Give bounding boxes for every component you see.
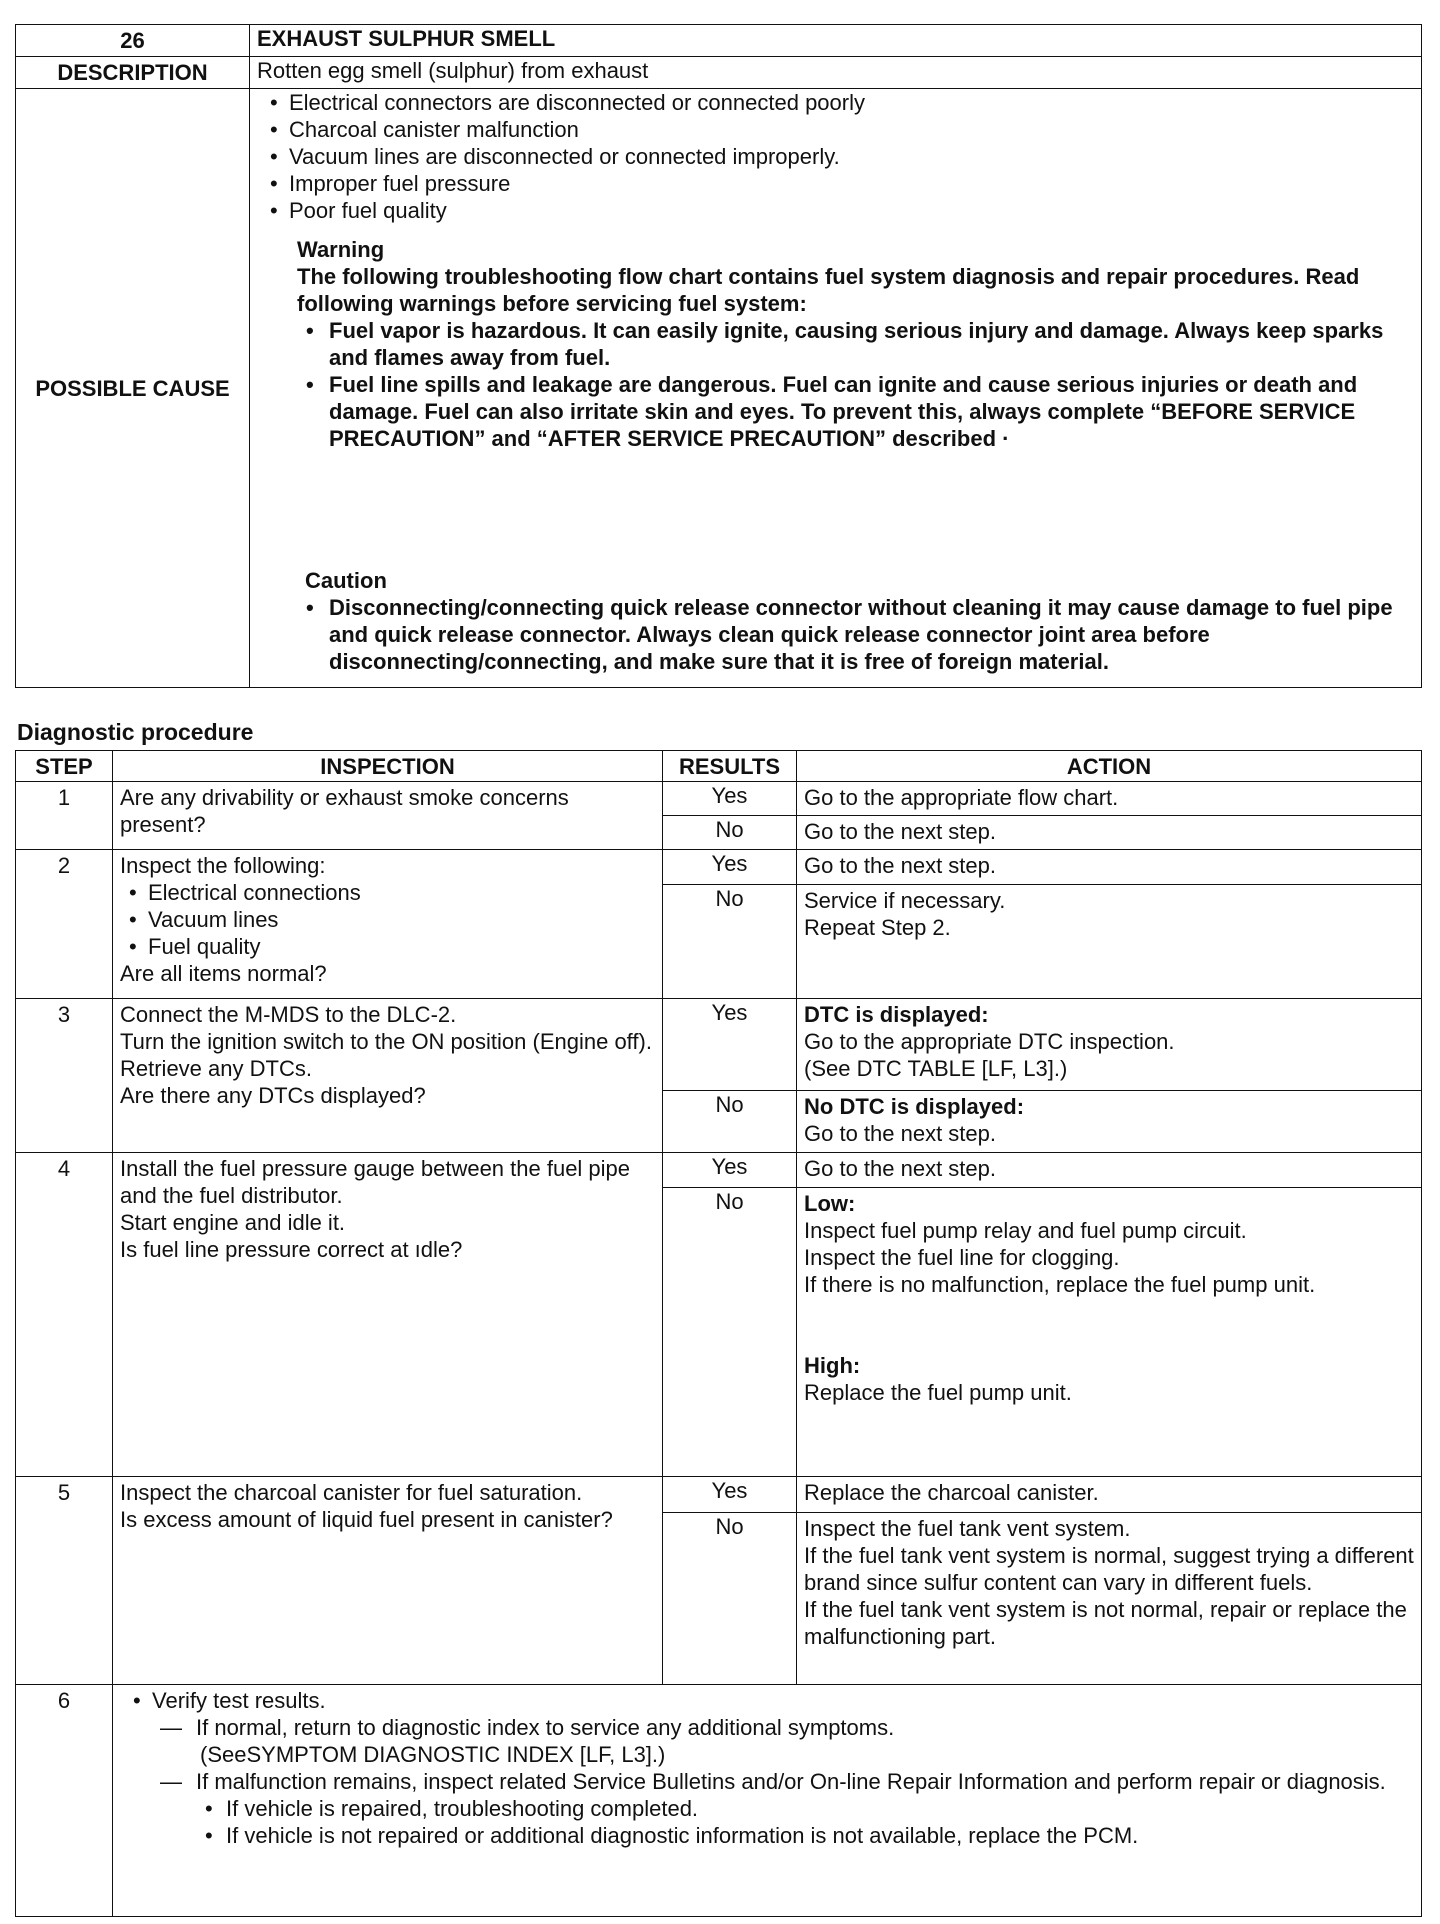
result-no: No	[663, 885, 797, 999]
sub-item: • If vehicle is not repaired or additional diagnostic information is not available, replace the PCM.	[196, 1822, 1414, 1849]
step-number: 5	[16, 1477, 113, 1685]
inspection-line: Turn the ignition switch to the ON position (Engine off).	[120, 1029, 652, 1054]
warning-item: • Fuel vapor is hazardous. It can easily ignite, causing serious injury and damage. Always keep sparks and flames away from fuel.	[297, 317, 1414, 371]
action-line: Inspect the fuel line for clogging.	[804, 1245, 1120, 1270]
symptom-number: 26	[16, 25, 250, 57]
inspection-line: Connect the M-MDS to the DLC-2.	[120, 1002, 457, 1027]
verify-list	[124, 1687, 1414, 1714]
inspection-line: Retrieve any DTCs.	[120, 1056, 312, 1081]
description-row	[16, 57, 1422, 89]
step-number: 3	[16, 999, 113, 1153]
caution-title: Caution	[305, 568, 387, 593]
action-header: ACTION	[797, 751, 1422, 782]
warning-title: Warning	[297, 237, 385, 262]
action-line: If the fuel tank vent system is not normal, repair or replace the malfunctioning part.	[804, 1597, 1407, 1649]
diagnostic-procedure-title: Diagnostic procedure	[17, 719, 254, 745]
symptom-table	[15, 24, 1422, 688]
action-line: Inspect the fuel tank vent system.	[804, 1516, 1131, 1541]
result-yes: Yes	[663, 1477, 797, 1513]
action-heading: No DTC is displayed:	[804, 1094, 1025, 1119]
inspection-header: INSPECTION	[113, 751, 663, 782]
reference-text: (SeeSYMPTOM DIAGNOSTIC INDEX [LF, L3].)	[200, 1742, 666, 1767]
possible-cause-content	[250, 89, 1422, 688]
cause-item: • Poor fuel quality	[261, 197, 1414, 224]
warning-intro: The following troubleshooting flow chart contains fuel system diagnosis and repair procedures. Read following warnings before servicing fuel system:	[297, 264, 1360, 316]
description-text: Rotten egg smell (sulphur) from exhaust	[250, 57, 1422, 89]
symptom-title: EXHAUST SULPHUR SMELL	[250, 25, 1422, 57]
action-line: If the fuel tank vent system is normal, suggest trying a different brand since sulfur content can vary in different fuels.	[804, 1543, 1414, 1595]
verify-item: • Verify test results.	[124, 1687, 1414, 1714]
step-6-content	[113, 1685, 1422, 1917]
step-inspection	[113, 999, 663, 1153]
inspection-line: Start engine and idle it.	[120, 1210, 346, 1235]
inspection-line: Is excess amount of liquid fuel present in canister?	[120, 1507, 613, 1532]
warning-list	[297, 317, 1414, 452]
inspection-line: Inspect the following:	[120, 853, 326, 878]
inspection-item: • Electrical connections	[120, 879, 655, 906]
result-no: No	[663, 1091, 797, 1153]
warning-block	[257, 236, 1414, 452]
inspection-item: • Vacuum lines	[120, 906, 655, 933]
action-line: Replace the fuel pump unit.	[804, 1380, 1072, 1405]
diagnostic-procedure-table	[15, 750, 1422, 1917]
step-5-yes-row	[16, 1477, 1422, 1513]
inspection-line: Inspect the charcoal canister for fuel saturation.	[120, 1480, 583, 1505]
result-no: No	[663, 1188, 797, 1477]
dash-item	[160, 1768, 1414, 1795]
action-heading: DTC is displayed:	[804, 1002, 989, 1027]
action-heading: Low:	[804, 1191, 856, 1216]
result-yes: Yes	[663, 1153, 797, 1188]
cause-item: • Charcoal canister malfunction	[261, 116, 1414, 143]
action-heading: High:	[804, 1353, 861, 1378]
step-number: 1	[16, 782, 113, 850]
dash-marker: —	[160, 1715, 182, 1740]
inspection-line: Is fuel line pressure correct at ıdle?	[120, 1237, 463, 1262]
action-cell	[797, 1513, 1422, 1685]
cause-item: • Improper fuel pressure	[261, 170, 1414, 197]
cause-item: • Vacuum lines are disconnected or connected improperly.	[261, 143, 1414, 170]
step-inspection	[113, 1153, 663, 1477]
action-cell	[797, 885, 1422, 999]
step-inspection	[113, 850, 663, 999]
step-2-yes-row	[16, 850, 1422, 885]
procedure-header-row	[16, 751, 1422, 782]
result-yes: Yes	[663, 782, 797, 816]
warning-item: • Fuel line spills and leakage are dangerous. Fuel can ignite and cause serious injuries or death and damage. Fuel can also irritate skin and eyes. To prevent this, always complete “BEFORE SERVICE PRECAUTION” and “AFTER SERVICE PRECAUTION” described ·	[297, 371, 1414, 452]
step-header: STEP	[16, 751, 113, 782]
results-header: RESULTS	[663, 751, 797, 782]
result-yes: Yes	[663, 850, 797, 885]
possible-cause-row	[16, 89, 1422, 688]
inspection-line: Are all items normal?	[120, 961, 327, 986]
result-yes: Yes	[663, 999, 797, 1091]
step-inspection	[113, 1477, 663, 1685]
inspection-list	[120, 879, 655, 960]
action-line: Go to the appropriate DTC inspection.	[804, 1029, 1175, 1054]
action-line: (See DTC TABLE [LF, L3].)	[804, 1056, 1068, 1081]
action-text: Replace the charcoal canister.	[797, 1477, 1422, 1513]
action-line: Go to the next step.	[804, 1121, 997, 1146]
action-line: Service if necessary.	[804, 888, 1006, 913]
dash-item	[160, 1714, 1414, 1768]
action-cell	[797, 1188, 1422, 1477]
dash-marker: —	[160, 1769, 182, 1794]
inspection-item: • Fuel quality	[120, 933, 655, 960]
result-no: No	[663, 816, 797, 850]
step-number: 2	[16, 850, 113, 999]
step-3-yes-row	[16, 999, 1422, 1091]
step-inspection: Are any drivability or exhaust smoke concerns present?	[113, 782, 663, 850]
sub-item: • If vehicle is repaired, troubleshooting completed.	[196, 1795, 1414, 1822]
description-label: DESCRIPTION	[16, 57, 250, 89]
caution-item: • Disconnecting/connecting quick release connector without cleaning it may cause damage to fuel pipe and quick release connector. Always clean quick release connector joint area before disconnecting/connecting, and make sure that it is free of foreign material.	[297, 594, 1414, 675]
action-text: Go to the next step.	[797, 1153, 1422, 1188]
dash-text: If malfunction remains, inspect related Service Bulletins and/or On-line Repair Information and perform repair or diagnosis.	[196, 1769, 1386, 1794]
action-line: Repeat Step 2.	[804, 915, 951, 940]
step-4-yes-row	[16, 1153, 1422, 1188]
action-line: If there is no malfunction, replace the fuel pump unit.	[804, 1272, 1316, 1297]
caution-list	[257, 594, 1414, 675]
sub-list	[196, 1795, 1414, 1849]
step-number: 4	[16, 1153, 113, 1477]
dash-text: If normal, return to diagnostic index to service any additional symptoms.	[196, 1715, 895, 1740]
step-number: 6	[16, 1685, 113, 1917]
action-text: Go to the next step.	[797, 816, 1422, 850]
cause-item: • Electrical connectors are disconnected or connected poorly	[261, 89, 1414, 116]
inspection-line: Are there any DTCs displayed?	[120, 1083, 426, 1108]
step-1-yes-row	[16, 782, 1422, 816]
action-line: Inspect fuel pump relay and fuel pump circuit.	[804, 1218, 1247, 1243]
action-cell	[797, 999, 1422, 1091]
possible-cause-label: POSSIBLE CAUSE	[16, 89, 250, 688]
symptom-header-row	[16, 25, 1422, 57]
inspection-line: Install the fuel pressure gauge between the fuel pipe and the fuel distributor.	[120, 1156, 631, 1208]
action-text: Go to the next step.	[797, 850, 1422, 885]
cause-list	[261, 89, 1414, 224]
step-6-row	[16, 1685, 1422, 1917]
result-no: No	[663, 1513, 797, 1685]
action-cell	[797, 1091, 1422, 1153]
action-text: Go to the appropriate flow chart.	[797, 782, 1422, 816]
